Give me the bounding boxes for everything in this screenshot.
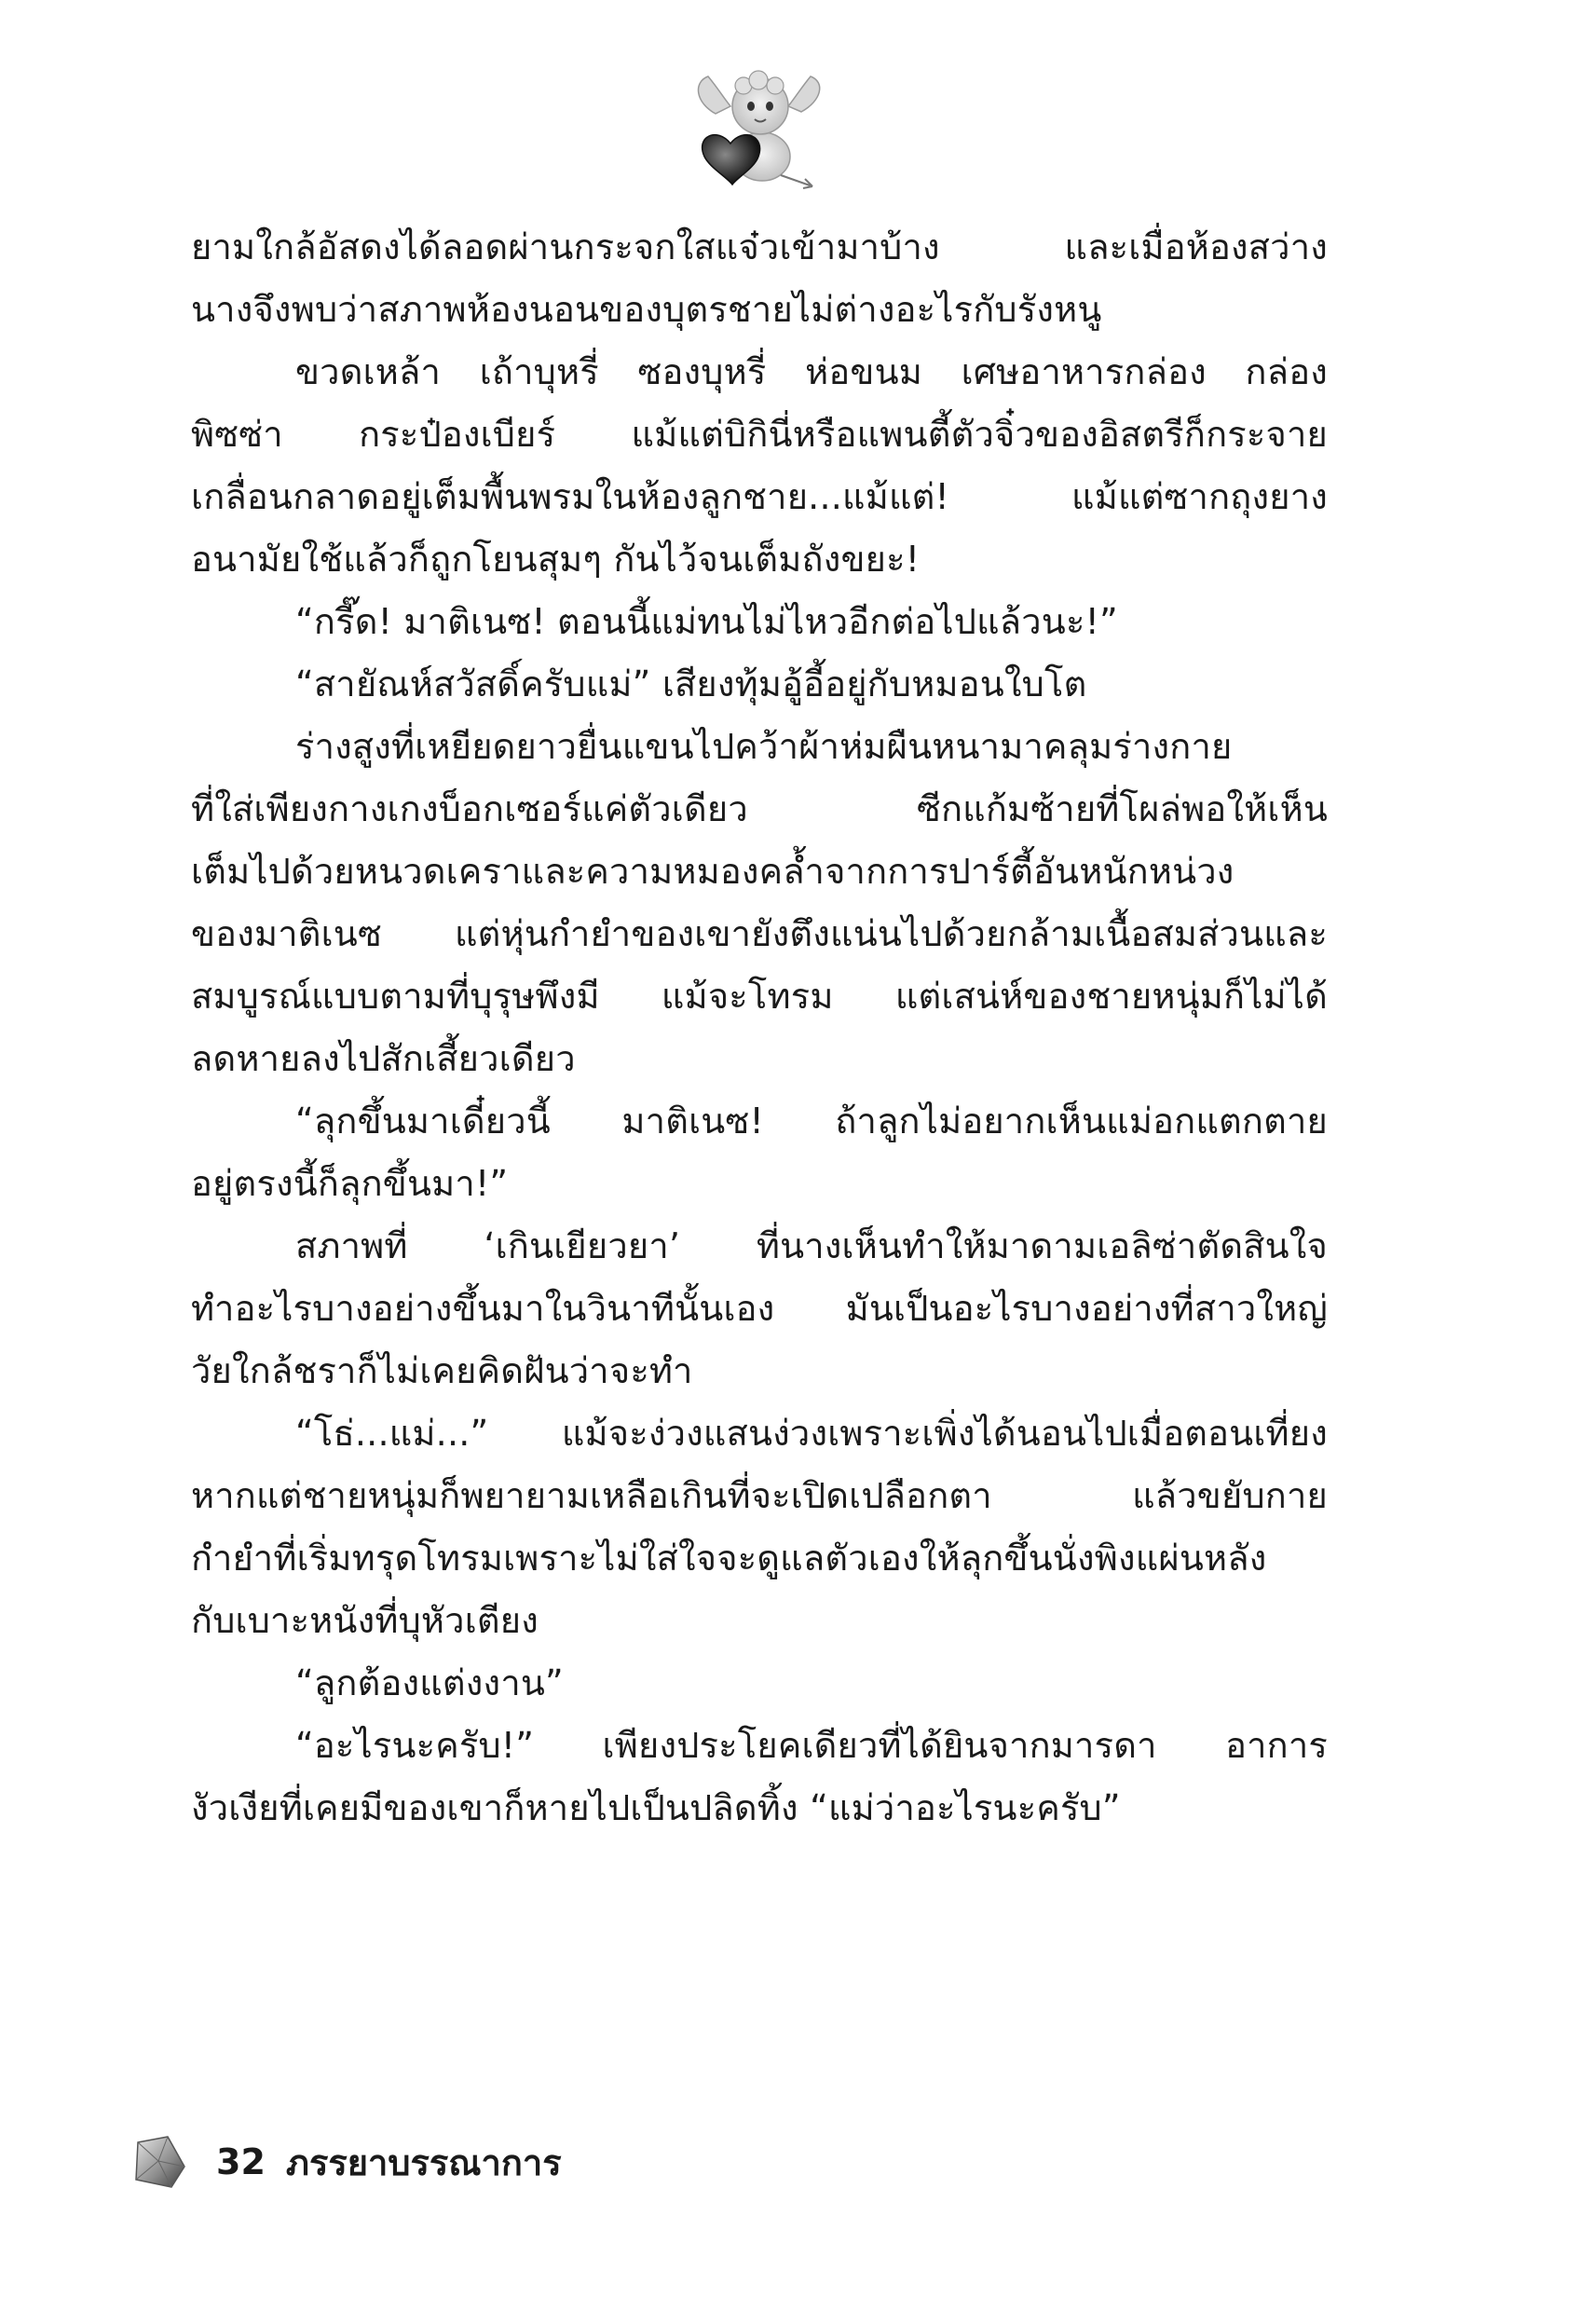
paragraph-line: กับเบาะหนังที่บุหัวเตียง: [191, 1600, 539, 1641]
paragraph-line: วัยใกล้ชราก็ไม่เคยคิดฝันว่าจะทำ: [191, 1350, 693, 1391]
paragraph-line: กำยำที่เริ่มทรุดโทรมเพราะไม่ใส่ใจจะดูแลตัวเองให้ลุกขึ้นนั่งพิงแผ่นหลัง: [191, 1538, 1267, 1579]
gem-icon: [130, 2133, 188, 2191]
paragraph-line: “กรี๊ด! มาติเนซ! ตอนนี้แม่ทนไม่ไหวอีกต่อไปแล้วนะ!”: [295, 601, 1118, 642]
paragraph-line: สมบูรณ์แบบตามที่บุรุษพึงมี แม้จะโทรม แต่เสน่ห์ของชายหนุ่มก็ไม่ได้: [191, 976, 1328, 1017]
paragraph-line: ร่างสูงที่เหยียดยาวยื่นแขนไปคว้าผ้าห่มผืนหนามาคลุมร่างกาย: [295, 726, 1233, 767]
paragraph-line: ยามใกล้อัสดงได้ลอดผ่านกระจกใสแจ๋วเข้ามาบ้าง และเมื่อห้องสว่าง: [191, 226, 1328, 267]
paragraph-line: อยู่ตรงนี้ก็ลุกขึ้นมา!”: [191, 1163, 509, 1204]
paragraph-line: “สายัณห์สวัสดิ์ครับแม่” เสียงทุ้มอู้อี้อยู่กับหมอนใบโต: [295, 663, 1087, 704]
paragraph-line: เต็มไปด้วยหนวดเคราและความหมองคล้ำจากการปาร์ตี้อันหนักหน่วง: [191, 851, 1235, 892]
paragraph-line: สภาพที่ ‘เกินเยียวยา’ ที่นางเห็นทำให้มาดามเอลิซ่าตัดสินใจ: [295, 1225, 1328, 1266]
paragraph-line: ขวดเหล้า เถ้าบุหรี่ ซองบุหรี่ ห่อขนม เศษอาหารกล่อง กล่อง: [295, 351, 1328, 392]
paragraph-line: หากแต่ชายหนุ่มก็พยายามเหลือเกินที่จะเปิดเปลือกตา แล้วขยับกาย: [191, 1475, 1328, 1516]
paragraph-line: พิซซ่า กระป๋องเบียร์ แม้แต่บิกินี่หรือแพนตี้ตัวจิ๋วของอิสตรีก็กระจาย: [191, 414, 1328, 455]
story-text: [191, 216, 1328, 1839]
page-footer: [130, 2134, 562, 2190]
paragraph-line: ทำอะไรบางอย่างขึ้นมาในวินาทีนั้นเอง มันเป็นอะไรบางอย่างที่สาวใหญ่: [191, 1288, 1328, 1329]
paragraph-line: อนามัยใช้แล้วก็ถูกโยนสุมๆ กันไว้จนเต็มถังขยะ!: [191, 539, 921, 580]
paragraph-line: ของมาติเนซ แต่หุ่นกำยำของเขายังตึงแน่นไปด้วยกล้ามเนื้อสมส่วนและ: [191, 913, 1328, 954]
book-title: ภรรยาบรรณาการ: [285, 2141, 562, 2183]
paragraph-line: ลดหายลงไปสักเสี้ยวเดียว: [191, 1038, 576, 1079]
paragraph-line: งัวเงียที่เคยมีของเขาก็หายไปเป็นปลิดทิ้ง “แม่ว่าอะไรนะครับ”: [191, 1787, 1121, 1828]
page-number: 32: [216, 2141, 266, 2182]
paragraph-line: “โธ่...แม่...” แม้จะง่วงแสนง่วงเพราะเพิ่งได้นอนไปเมื่อตอนเที่ยง: [295, 1413, 1328, 1454]
paragraph-line: นางจึงพบว่าสภาพห้องนอนของบุตรชายไม่ต่างอะไรกับรังหนู: [191, 289, 1102, 330]
paragraph-line: “ลูกต้องแต่งงาน”: [295, 1662, 564, 1703]
paragraph-line: เกลื่อนกลาดอยู่เต็มพื้นพรมในห้องลูกชาย...แม้แต่! แม้แต่ซากถุงยาง: [191, 476, 1328, 517]
cupid-heart-icon: [689, 65, 829, 196]
paragraph-line: “อะไรนะครับ!” เพียงประโยคเดียวที่ได้ยินจากมารดา อาการ: [295, 1725, 1328, 1766]
paragraph-line: ที่ใส่เพียงกางเกงบ็อกเซอร์แค่ตัวเดียว ซีกแก้มซ้ายที่โผล่พอให้เห็น: [191, 788, 1328, 829]
paragraph-line: “ลุกขึ้นมาเดี๋ยวนี้ มาติเนซ! ถ้าลูกไม่อยากเห็นแม่อกแตกตาย: [295, 1101, 1328, 1142]
